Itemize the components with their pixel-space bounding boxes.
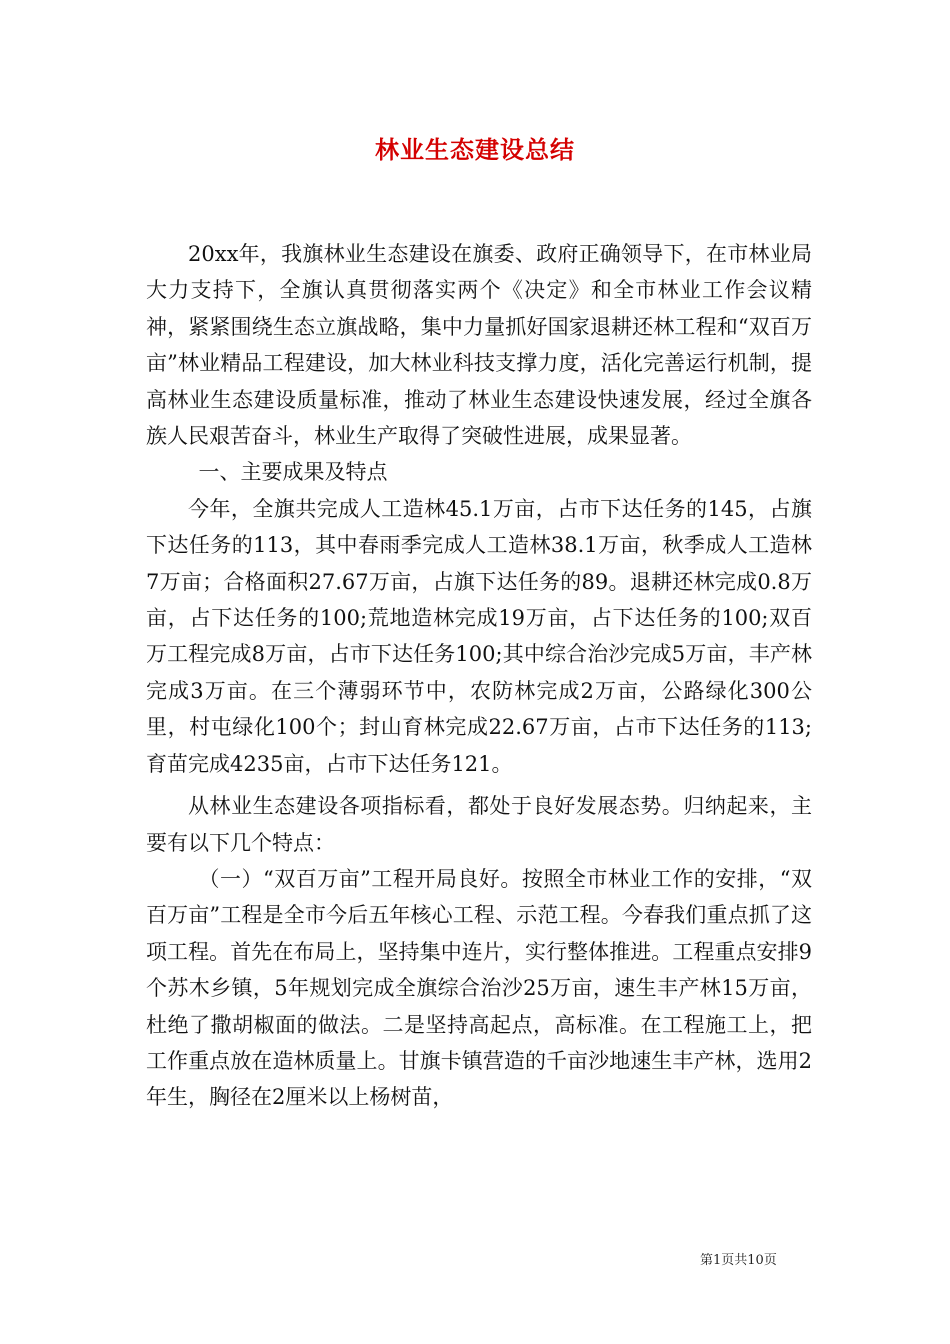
intro-paragraph: 20xx年，我旗林业生态建设在旗委、政府正确领导下，在市林业局大力支持下，全旗认真贯彻落实两个《决定》和全市林业工作会议精神，紧紧围绕生态立旗战略，集中力量抓好国家退耕还林工程和“双百万亩”林业精品工程建设，加大林业科技支撑力度，活化完善运行机制，提高林业生态建设质量标准，推动了林业生态建设快速发展，经过全旗各族人民艰苦奋斗，林业生产取得了突破性进展，成果显著。 <box>146 242 812 449</box>
document-body <box>146 236 812 1116</box>
feature-one-paragraph: （一）“双百万亩”工程开局良好。按照全市林业工作的安排，“双百万亩”工程是全市今后五年核心工程、示范工程。今春我们重点抓了这项工程。首先在布局上，坚持集中连片，实行整体推进。工程重点安排9个苏木乡镇，5年规划完成全旗综合治沙25万亩，速生丰产林15万亩，杜绝了撒胡椒面的做法。二是坚持高起点，高标准。在工程施工上，把工作重点放在造林质量上。甘旗卡镇营造的千亩沙地速生丰产林，选用2年生，胸径在2厘米以上杨树苗， <box>146 866 812 1110</box>
results-paragraph: 今年，全旗共完成人工造林45.1万亩，占市下达任务的145，占旗下达任务的113，其中春雨季完成人工造林38.1万亩，秋季成人工造林7万亩；合格面积27.67万亩，占旗下达任务的89。退耕还林完成0.8万亩，占下达任务的100;荒地造林完成19万亩，占下达任务的100;双百万工程完成8万亩，占市下达任务100;其中综合治沙完成5万亩，丰产林完成3万亩。在三个薄弱环节中，农防林完成2万亩，公路绿化300公里，村屯绿化100个；封山育林完成22.67万亩，占市下达任务的113;育苗完成4235亩，占市下达任务121。 <box>146 496 812 776</box>
section-heading: 一、主要成果及特点 <box>198 460 388 485</box>
document-title: 林业生态建设总结 <box>375 135 575 164</box>
page-number-footer: 第1页共10页 <box>700 1253 777 1268</box>
summary-paragraph: 从林业生态建设各项指标看，都处于良好发展态势。归纳起来，主要有以下几个特点： <box>146 794 812 855</box>
